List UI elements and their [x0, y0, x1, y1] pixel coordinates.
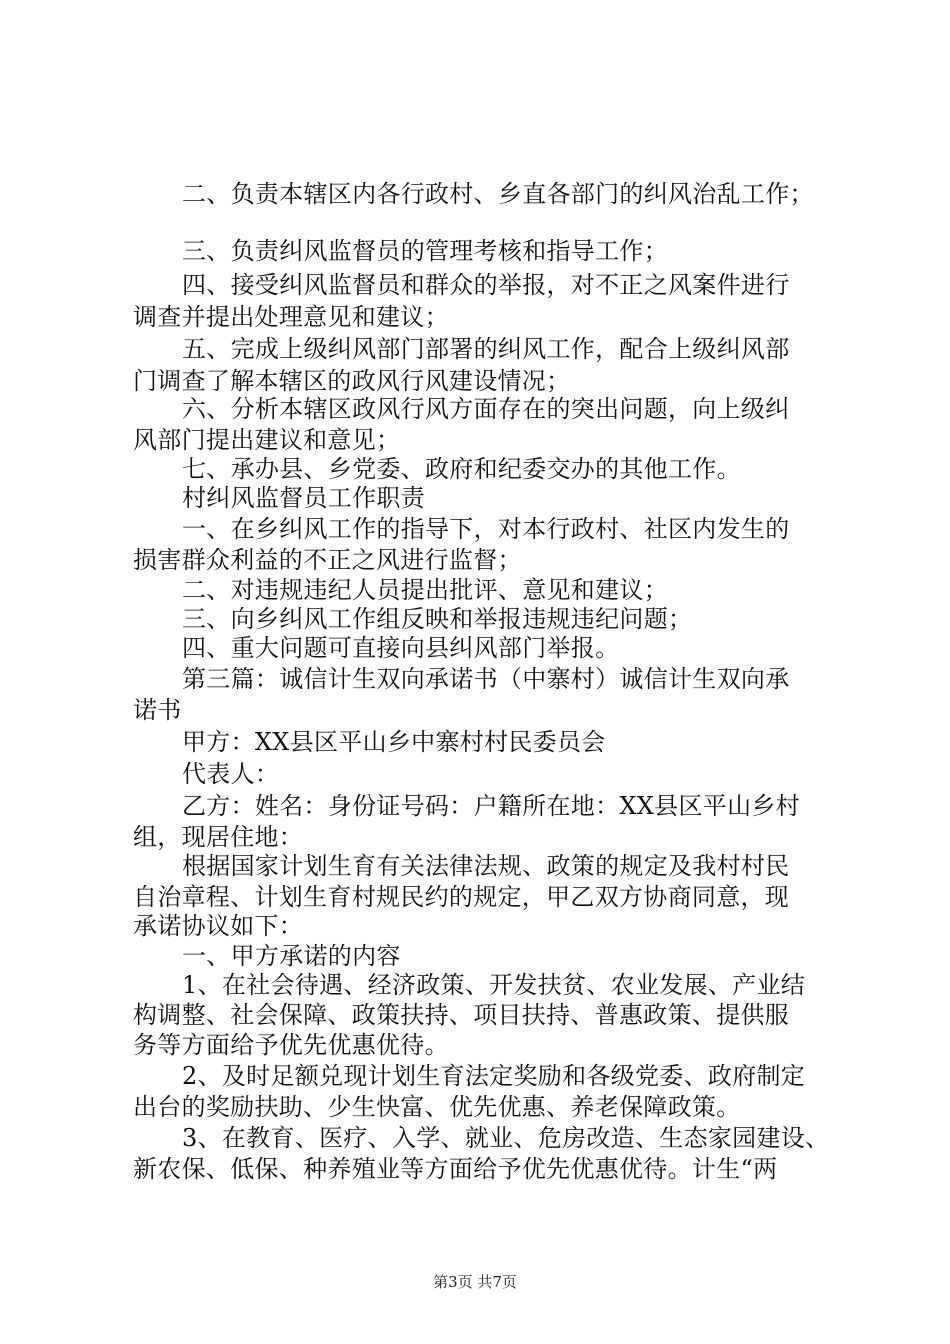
text-line: 乙方：姓名：身份证号码：户籍所在地：XX县区平山乡村 [182, 792, 800, 820]
text-line: 一、甲方承诺的内容 [182, 942, 401, 970]
text-line: 四、接受纠风监督员和群众的举报，对不正之风案件进行 [182, 271, 790, 299]
text-line: 甲方：XX县区平山乡中寨村村民委员会 [182, 728, 606, 756]
text-line: 七、承办县、乡党委、政府和纪委交办的其他工作。 [182, 455, 741, 483]
text-line: 自治章程、计划生育村规民约的规定，甲乙双方协商同意，现 [133, 883, 790, 911]
text-line: 三、向乡纠风工作组反映和举报违规违纪问题； [182, 605, 693, 633]
text-line: 门调查了解本辖区的政风行风建设情况； [133, 367, 571, 395]
text-line: 出台的奖励扶助、少生快富、优先优惠、养老保障政策。 [133, 1093, 741, 1121]
text-line: 根据国家计划生育有关法律法规、政策的规定及我村村民 [182, 852, 790, 880]
text-line: 二、对违规违纪人员提出批评、意见和建议； [182, 576, 668, 604]
text-line: 构调整、社会保障、政策扶持、项目扶持、普惠政策、提供服 [133, 1001, 790, 1029]
text-line: 一、在乡纠风工作的指导下，对本行政村、社区内发生的 [182, 515, 790, 543]
text-line: 承诺协议如下： [133, 912, 304, 940]
text-line: 组，现居住地： [133, 823, 304, 851]
section-heading: 第三篇：诚信计生双向承诺书（中寨村）诚信计生双向承 [182, 665, 790, 693]
section-heading: 村纠风监督员工作职责 [182, 484, 425, 512]
text-line: 六、分析本辖区政风行风方面存在的突出问题，向上级纠 [182, 395, 790, 423]
text-line: 新农保、低保、种养殖业等方面给予优先优惠优待。计生“两 [133, 1155, 778, 1183]
text-line: 调查并提出处理意见和建议； [133, 303, 449, 331]
text-line: 损害群众利益的不正之风进行监督； [133, 546, 522, 574]
text-line: 五、完成上级纠风部门部署的纠风工作，配合上级纠风部 [182, 335, 790, 363]
section-heading: 诺书 [133, 696, 182, 724]
text-line: 务等方面给予优先优惠优待。 [133, 1031, 449, 1059]
text-line: 1、在社会待遇、经济政策、开发扶贫、农业发展、产业结 [182, 971, 806, 999]
page-number: 第3页 共7页 [433, 1273, 517, 1291]
text-line: 2、及时足额兑现计划生育法定奖励和各级党委、政府制定 [182, 1062, 806, 1090]
text-line: 代表人： [182, 760, 280, 788]
text-line: 3、在教育、医疗、入学、就业、危房改造、生态家园建设、 [182, 1124, 830, 1152]
text-line: 二、负责本辖区内各行政村、乡直各部门的纠风治乱工作； [182, 180, 814, 208]
text-line: 三、负责纠风监督员的管理考核和指导工作； [182, 237, 668, 265]
text-line: 风部门提出建议和意见； [133, 426, 401, 454]
text-line: 四、重大问题可直接向县纠风部门举报。 [182, 634, 620, 662]
